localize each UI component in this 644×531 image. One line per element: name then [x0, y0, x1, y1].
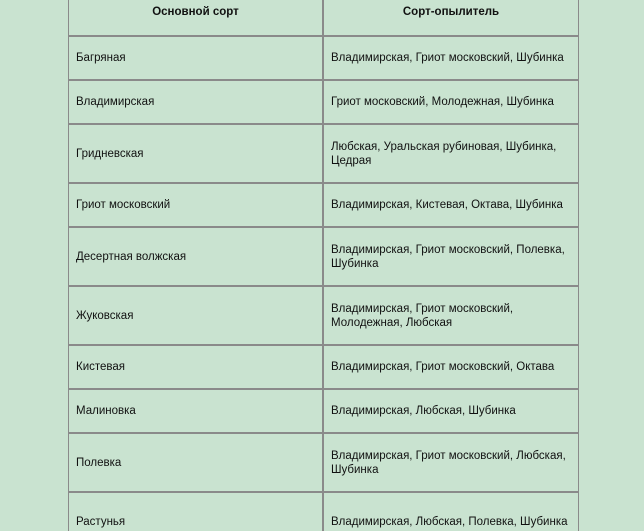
header-main-variety: Основной сорт [68, 0, 323, 36]
cell-pollinator-varieties: Владимирская, Любская, Шубинка [323, 389, 579, 433]
cell-pollinator-varieties: Владимирская, Гриот московский, Любская, Шубинка [323, 433, 579, 492]
table-row [68, 492, 579, 531]
table-row [68, 345, 579, 389]
table-row [68, 227, 579, 286]
cell-pollinator-varieties: Владимирская, Гриот московский, Октава [323, 345, 579, 389]
table-row [68, 124, 579, 183]
cell-pollinator-varieties: Владимирская, Кистевая, Октава, Шубинка [323, 183, 579, 227]
header-pollinator-variety: Сорт-опылитель [323, 0, 579, 36]
cell-main-variety: Багряная [68, 36, 323, 80]
cell-main-variety: Растунья [68, 492, 323, 531]
cell-main-variety: Гридневская [68, 124, 323, 183]
cell-main-variety: Малиновка [68, 389, 323, 433]
table-row [68, 433, 579, 492]
cell-pollinator-varieties: Любская, Уральская рубиновая, Шубинка, Цедрая [323, 124, 579, 183]
table-row [68, 389, 579, 433]
table-row [68, 36, 579, 80]
cell-main-variety: Владимирская [68, 80, 323, 124]
cell-pollinator-varieties: Владимирская, Гриот московский, Молодежная, Любская [323, 286, 579, 345]
cell-main-variety: Гриот московский [68, 183, 323, 227]
cell-pollinator-varieties: Владимирская, Гриот московский, Шубинка [323, 36, 579, 80]
pollinator-table [68, 0, 579, 531]
cell-main-variety: Десертная волжская [68, 227, 323, 286]
cell-main-variety: Полевка [68, 433, 323, 492]
table-header-row [68, 0, 579, 36]
cell-pollinator-varieties: Владимирская, Любская, Полевка, Шубинка [323, 492, 579, 531]
cell-main-variety: Кистевая [68, 345, 323, 389]
cell-pollinator-varieties: Гриот московский, Молодежная, Шубинка [323, 80, 579, 124]
cell-pollinator-varieties: Владимирская, Гриот московский, Полевка, Шубинка [323, 227, 579, 286]
table-row [68, 183, 579, 227]
table-row [68, 80, 579, 124]
table-row [68, 286, 579, 345]
cell-main-variety: Жуковская [68, 286, 323, 345]
